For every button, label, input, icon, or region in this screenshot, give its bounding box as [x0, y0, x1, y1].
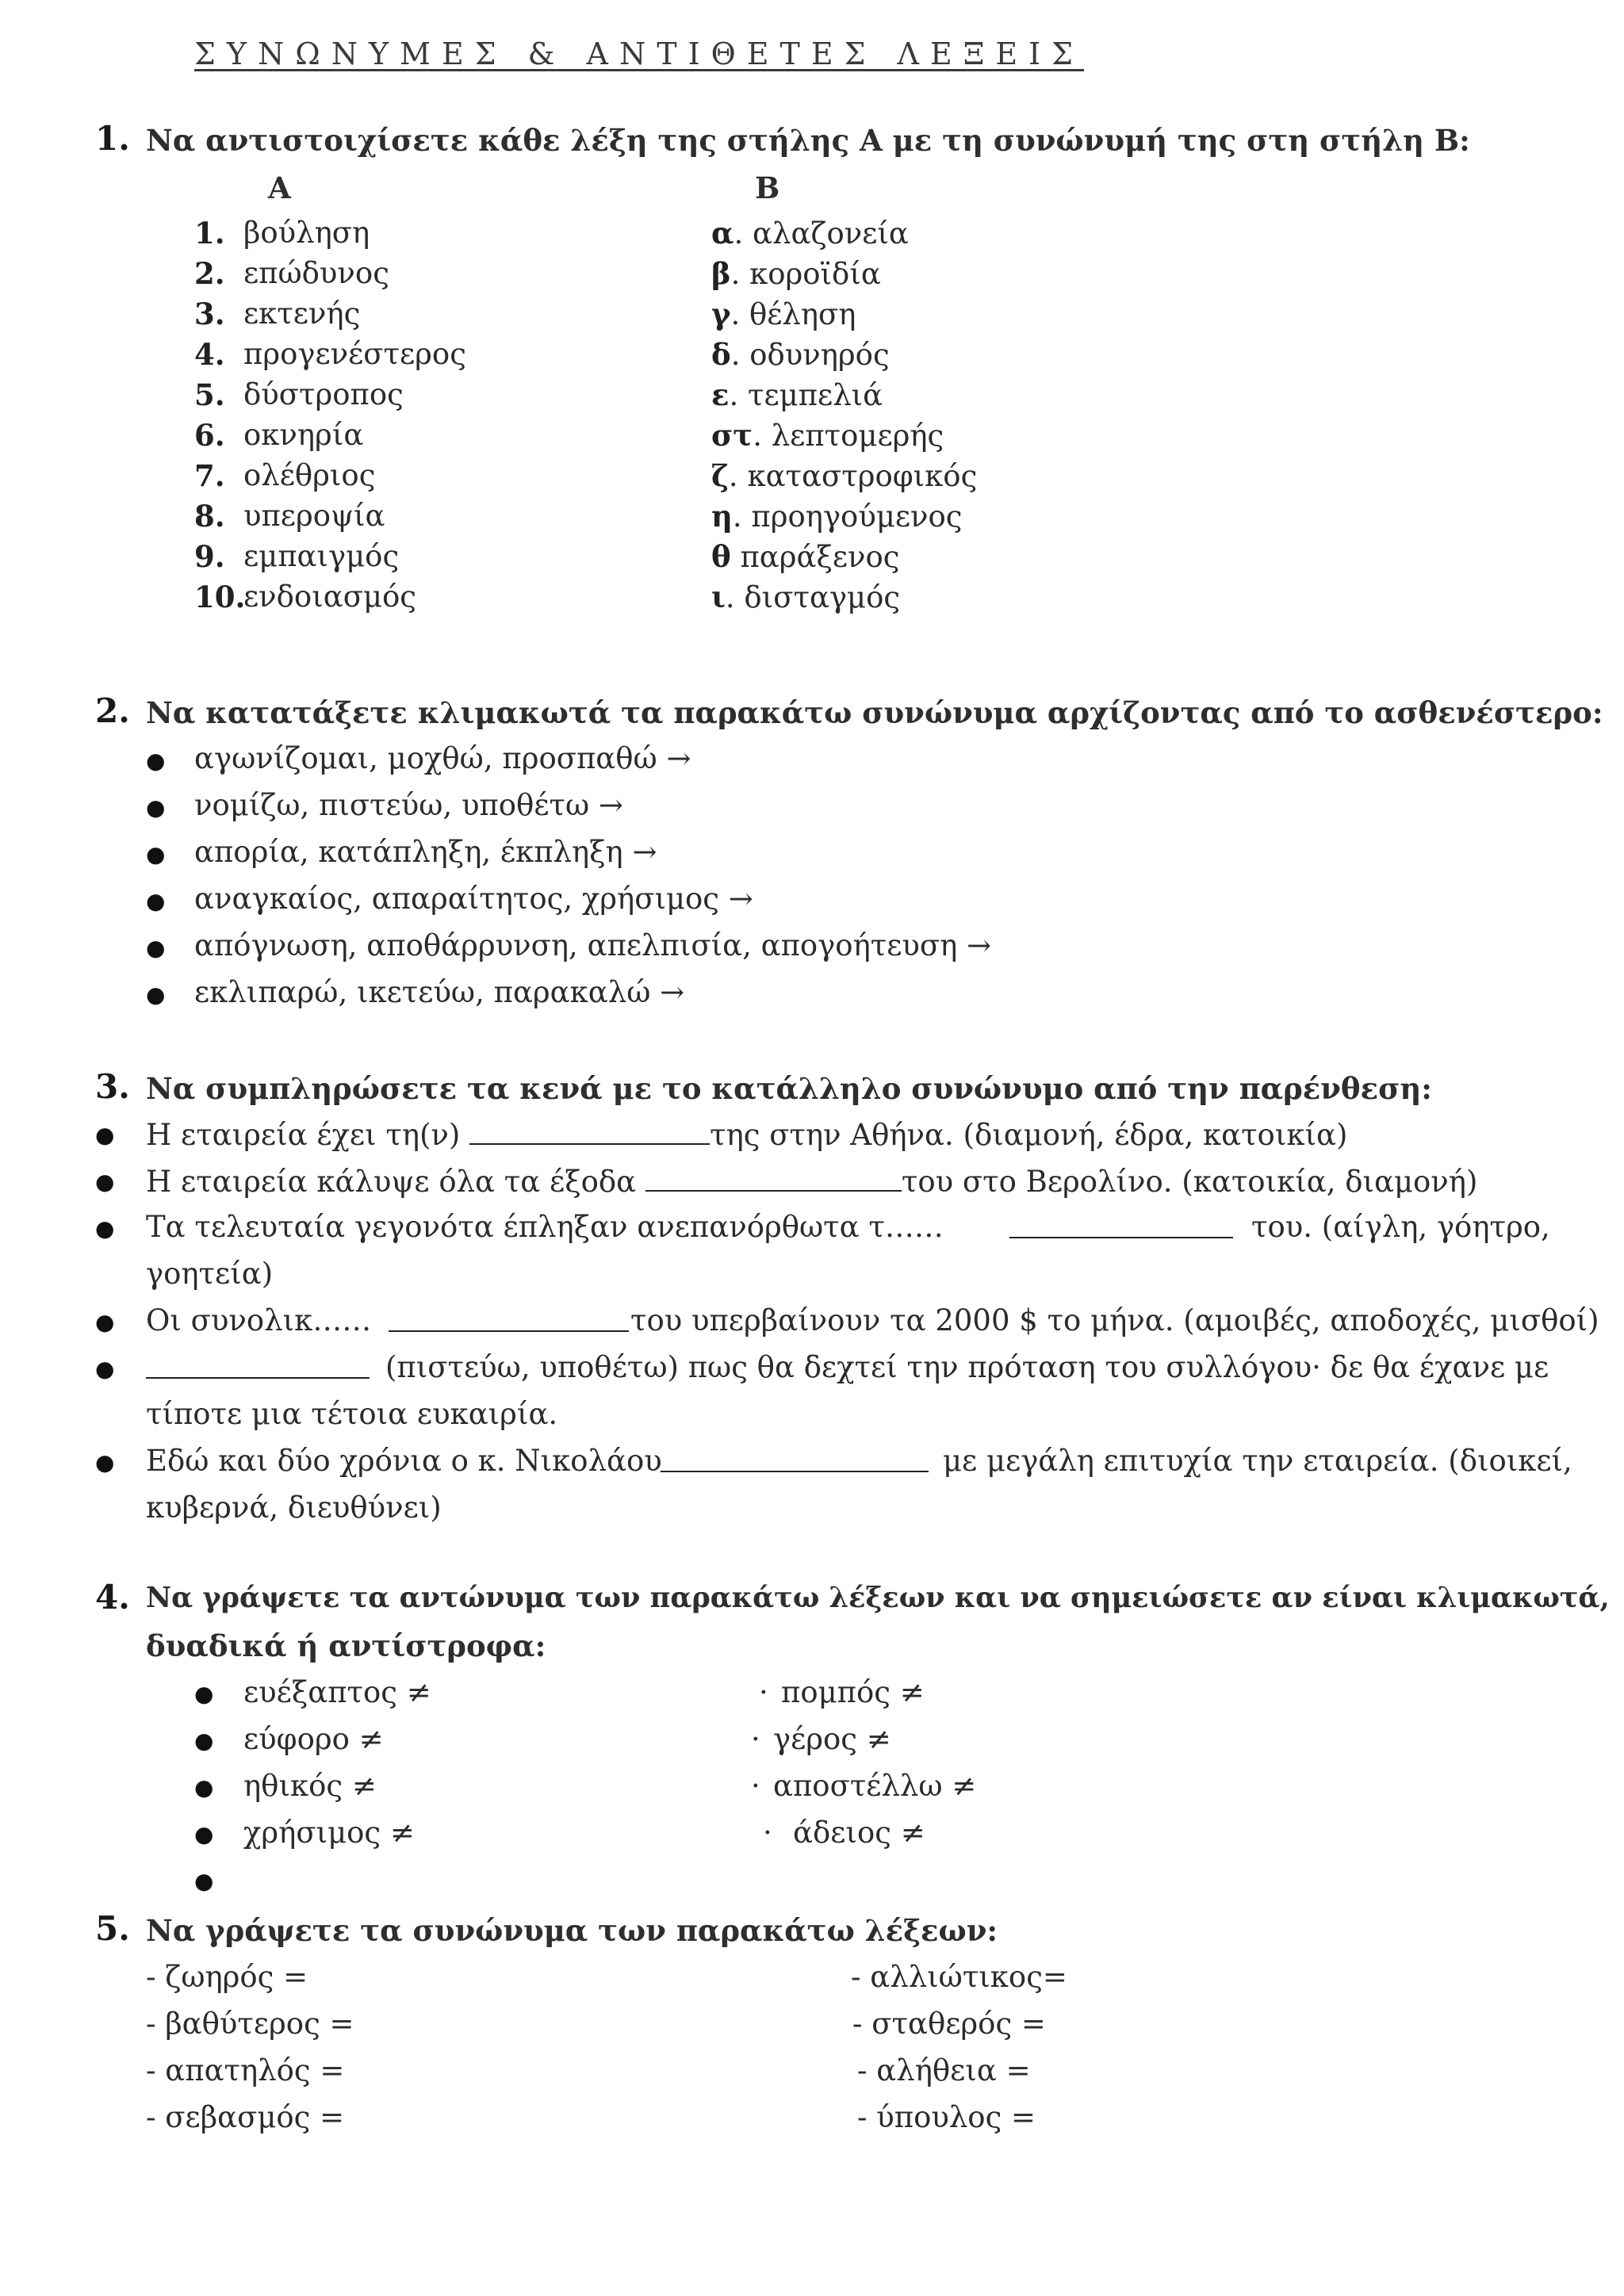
q5-right-item: - σταθερός = — [852, 2007, 1046, 2041]
q5-right-item: - αλήθεια = — [857, 2053, 1031, 2087]
q3-item-1-end: της στην Αθήνα. (διαμονή, έδρα, κατοικία) — [710, 1118, 1348, 1152]
q1-left-word: βούληση — [243, 216, 370, 250]
item-word: . οδυνηρός — [730, 338, 890, 372]
q5-text: Να γράψετε τα συνώνυμα των παρακάτω λέξεων: — [146, 1913, 998, 1948]
q1-right-item — [711, 256, 881, 291]
bullet-icon: ● — [194, 1774, 214, 1800]
middot-icon: · — [759, 1675, 768, 1709]
item-word: . τεμπελιά — [729, 378, 883, 412]
q2-item: αγωνίζομαι, μοχθώ, προσπαθώ → — [194, 741, 691, 775]
q1-left-word: επώδυνος — [243, 256, 389, 290]
item-number: 5. — [194, 377, 225, 412]
item-letter: ε — [711, 377, 730, 412]
answer-blank[interactable] — [661, 1444, 929, 1472]
item-word: . λεπτομερής — [753, 419, 944, 453]
q2-item: απόγνωση, αποθάρρυνση, απελπισία, απογοήτευση → — [194, 928, 992, 962]
q1-left-item — [194, 539, 225, 574]
q4-right-item: γέρος ≠ — [773, 1722, 891, 1756]
bullet-icon: ● — [95, 1169, 115, 1195]
bullet-icon: ● — [146, 748, 166, 774]
bullet-icon: ● — [194, 1821, 214, 1847]
bullet-icon: ● — [95, 1309, 115, 1335]
middot-icon: · — [751, 1769, 760, 1803]
q4-left-item: εύφορο ≠ — [243, 1722, 384, 1756]
answer-blank[interactable] — [645, 1163, 902, 1192]
q1-left-item — [194, 297, 225, 331]
item-word: . προηγούμενος — [732, 499, 963, 534]
middot-icon: · — [751, 1722, 760, 1756]
q3-item-6-continued: κυβερνά, διευθύνει) — [146, 1490, 442, 1525]
q1-left-word: ολέθριος — [243, 458, 376, 492]
answer-blank[interactable] — [469, 1116, 710, 1145]
q4-number: 4. — [95, 1578, 130, 1617]
q4-right-item: άδειος ≠ — [793, 1816, 925, 1850]
q1-text: Να αντιστοιχίσετε κάθε λέξη της στήλης Α με τη συνώνυμή της στη στήλη Β: — [146, 123, 1470, 158]
q3-item-1-start: Η εταιρεία έχει τη(ν) — [146, 1118, 470, 1152]
q1-left-item — [194, 256, 225, 291]
answer-blank[interactable] — [146, 1350, 370, 1379]
item-number: 10. — [194, 580, 246, 614]
item-letter: ι — [711, 580, 726, 614]
q5-left-item: - ζωηρός = — [146, 1960, 308, 1994]
answer-blank[interactable] — [1009, 1210, 1233, 1238]
q5-number: 5. — [95, 1909, 130, 1948]
item-number: 7. — [194, 458, 225, 493]
item-number: 1. — [194, 216, 225, 251]
bullet-icon: ● — [146, 935, 166, 961]
item-word: . καταστροφικός — [728, 459, 978, 493]
item-letter: θ — [711, 539, 731, 574]
q3-item-2-end: του στο Βερολίνο. (κατοικία, διαμονή) — [901, 1165, 1478, 1199]
bullet-icon: ● — [95, 1356, 115, 1382]
q3-item-3-continued: γοητεία) — [146, 1257, 274, 1291]
q1-number: 1. — [95, 119, 130, 158]
item-word: . αλαζονεία — [733, 216, 909, 251]
q4-text-line-1: Να γράψετε τα αντώνυμα των παρακάτω λέξεων και να σημειώσετε αν είναι κλιμακωτά, — [146, 1582, 1610, 1614]
item-number: 4. — [194, 337, 225, 372]
item-letter: β — [711, 256, 731, 291]
item-word: . θέληση — [730, 297, 856, 331]
q3-item-3-start: Τα τελευταία γεγονότα έπληξαν ανεπανόρθωτα τ…… — [146, 1210, 944, 1244]
q2-item: εκλιπαρώ, ικετεύω, παρακαλώ → — [194, 975, 685, 1009]
q1-left-word: δύστροπος — [243, 377, 404, 411]
q1-right-item — [711, 539, 900, 574]
q1-right-item — [711, 337, 890, 372]
q1-left-item — [194, 458, 225, 493]
q1-left-item — [194, 499, 225, 534]
q2-item: νομίζω, πιστεύω, υποθέτω → — [194, 788, 623, 822]
q3-item-5-start: (πιστεύω, υποθέτω) πως θα δεχτεί την πρόταση του συλλόγου· δε θα έχανε με — [385, 1350, 1549, 1384]
q3-item-6-start: Εδώ και δύο χρόνια ο κ. Νικολάου — [146, 1444, 662, 1478]
q1-left-word: οκνηρία — [243, 418, 364, 452]
q4-left-item: ηθικός ≠ — [243, 1769, 377, 1803]
q1-left-item — [194, 580, 245, 614]
q1-right-item — [711, 499, 963, 534]
q1-right-item — [711, 216, 909, 251]
bullet-icon: ● — [194, 1681, 214, 1707]
page-title: ΣΥΝΩΝΥΜΕΣ & ΑΝΤΙΘΕΤΕΣ ΛΕΞΕΙΣ — [194, 36, 1085, 71]
bullet-icon: ● — [95, 1215, 115, 1242]
q2-text: Να κατατάξετε κλιμακωτά τα παρακάτω συνώνυμα αρχίζοντας από το ασθενέστερο: — [146, 695, 1603, 730]
q1-left-item — [194, 377, 225, 412]
q4-right-item: αποστέλλω ≠ — [773, 1769, 977, 1803]
q5-left-item: - απατηλός = — [146, 2053, 345, 2087]
q5-right-item: - αλλιώτικος= — [851, 1960, 1067, 1994]
q4-text-line-2: δυαδικά ή αντίστροφα: — [146, 1628, 546, 1663]
q1-left-word: ενδοιασμός — [243, 580, 417, 614]
item-word: . κοροϊδία — [730, 257, 881, 291]
q1-left-word: εκτενής — [243, 297, 361, 331]
item-number: 6. — [194, 418, 225, 453]
q3-text: Να συμπληρώσετε τα κενά με το κατάλληλο συνώνυμο από την παρένθεση: — [146, 1071, 1432, 1106]
bullet-icon: ● — [95, 1122, 115, 1148]
q3-number: 3. — [95, 1067, 130, 1106]
q4-right-item: πομπός ≠ — [781, 1675, 925, 1709]
item-word: . δισταγμός — [725, 580, 901, 614]
bullet-icon: ● — [95, 1449, 115, 1475]
q1-right-item — [711, 458, 977, 493]
q1-left-word: εμπαιγμός — [243, 539, 400, 573]
q3-item-2-start: Η εταιρεία κάλυψε όλα τα έξοδα — [146, 1165, 645, 1199]
q3-item-3-end: του. (αίγλη, γόητρο, — [1251, 1210, 1550, 1244]
q3-item-5-continued: τίποτε μια τέτοια ευκαιρία. — [146, 1397, 558, 1431]
bullet-icon: ● — [194, 1728, 214, 1754]
q1-left-word: προγενέστερος — [243, 337, 466, 371]
item-number: 2. — [194, 256, 225, 291]
q2-item: απορία, κατάπληξη, έκπληξη → — [194, 835, 657, 869]
item-letter: δ — [711, 337, 731, 372]
bullet-icon: ● — [146, 841, 166, 867]
item-letter: α — [711, 216, 734, 251]
q1-right-item — [711, 580, 900, 614]
q1-column-a-header: Α — [268, 170, 291, 205]
item-word: παράξενος — [730, 540, 900, 574]
q1-left-item — [194, 216, 225, 251]
item-number: 3. — [194, 297, 225, 331]
item-letter: η — [711, 499, 733, 534]
q5-left-item: - σεβασμός = — [146, 2100, 345, 2134]
bullet-icon: ● — [146, 982, 166, 1008]
q5-left-item: - βαθύτερος = — [146, 2007, 354, 2041]
q3-item-2 — [146, 1163, 1477, 1199]
q3-item-4-end: του υπερβαίνουν τα 2000 $ το μήνα. (αμοιβές, αποδοχές, μισθοί) — [630, 1303, 1599, 1337]
q1-left-item — [194, 418, 225, 453]
item-letter: ζ — [711, 458, 729, 493]
middot-icon: · — [763, 1816, 772, 1850]
bullet-icon: ● — [194, 1868, 214, 1894]
q4-left-item: ευέξαπτος ≠ — [243, 1675, 431, 1709]
q1-column-b-header: Β — [755, 170, 780, 205]
item-letter: στ — [711, 418, 753, 453]
bullet-icon: ● — [146, 794, 166, 821]
q2-item: αναγκαίος, απαραίτητος, χρήσιμος → — [194, 882, 753, 916]
item-number: 9. — [194, 539, 225, 574]
q1-right-item — [711, 297, 856, 331]
q2-number: 2. — [95, 691, 130, 730]
q5-right-item: - ύπουλος = — [857, 2100, 1036, 2134]
bullet-icon: ● — [146, 888, 166, 914]
q1-right-item — [711, 418, 944, 453]
q1-right-item — [711, 377, 883, 412]
q1-left-item — [194, 337, 225, 372]
item-number: 8. — [194, 499, 225, 534]
item-letter: γ — [711, 297, 731, 331]
q1-left-word: υπεροψία — [243, 499, 385, 533]
q4-left-item: χρήσιμος ≠ — [243, 1816, 415, 1850]
q3-item-4-start: Οι συνολικ…… — [146, 1303, 372, 1337]
answer-blank[interactable] — [389, 1303, 629, 1332]
q3-item-6-end: με μεγάλη επιτυχία την εταιρεία. (διοικεί, — [943, 1444, 1572, 1478]
q3-item-1 — [146, 1116, 1347, 1152]
